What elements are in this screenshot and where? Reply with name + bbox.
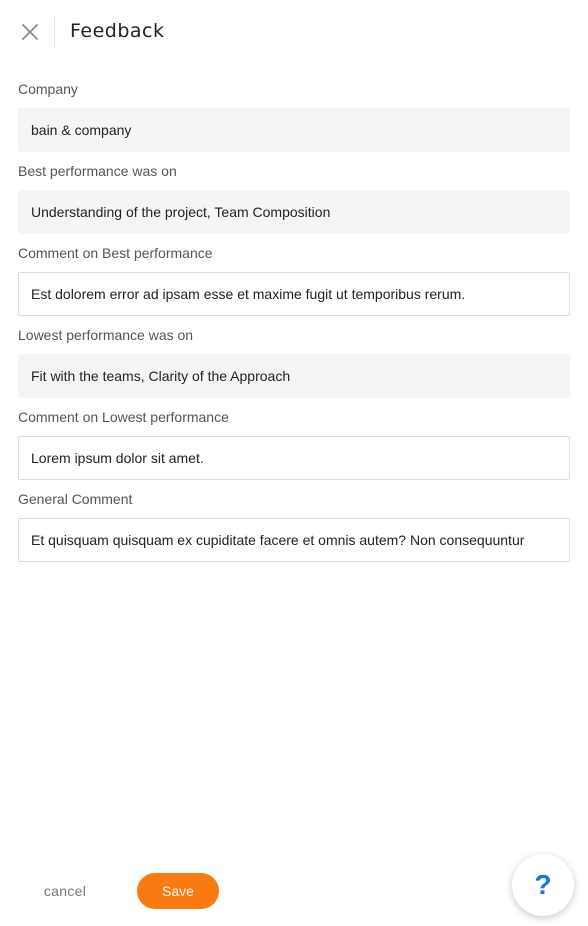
lowest-performance-label: Lowest performance was on — [18, 327, 194, 343]
page-title: Feedback — [70, 20, 165, 42]
field-lowest-performance — [18, 324, 570, 398]
help-icon: ? — [534, 869, 552, 900]
company-label: Company — [18, 81, 78, 97]
close-button[interactable] — [18, 20, 42, 44]
best-performance-field: Understanding of the project, Team Composition — [18, 190, 570, 234]
header — [0, 0, 588, 66]
cancel-button[interactable]: cancel — [43, 883, 87, 899]
header-divider — [54, 18, 55, 48]
company-field: bain & company — [18, 108, 570, 152]
general-comment-label: General Comment — [18, 491, 133, 507]
save-button[interactable]: Save — [137, 873, 219, 909]
best-comment-label: Comment on Best performance — [18, 245, 213, 261]
field-general-comment — [18, 488, 570, 562]
lowest-comment-label: Comment on Lowest performance — [18, 409, 229, 425]
field-company — [18, 78, 570, 152]
general-comment-input[interactable]: Et quisquam quisquam ex cupiditate facere et omnis autem? Non consequuntur — [18, 518, 570, 562]
best-comment-input[interactable]: Est dolorem error ad ipsam esse et maxime fugit ut temporibus rerum. — [18, 272, 570, 316]
lowest-comment-input[interactable]: Lorem ipsum dolor sit amet. — [18, 436, 570, 480]
field-best-performance — [18, 160, 570, 234]
close-icon — [22, 24, 38, 40]
field-best-comment — [18, 242, 570, 316]
feedback-form — [18, 78, 570, 570]
help-button[interactable] — [512, 854, 574, 916]
footer — [0, 858, 588, 926]
field-lowest-comment — [18, 406, 570, 480]
best-performance-label: Best performance was on — [18, 163, 177, 179]
lowest-performance-field: Fit with the teams, Clarity of the Approach — [18, 354, 570, 398]
